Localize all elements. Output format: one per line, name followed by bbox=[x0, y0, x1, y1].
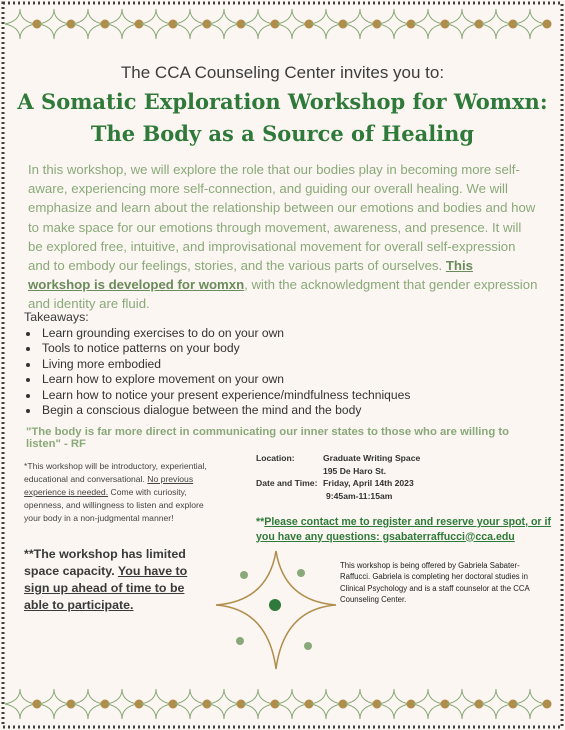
event-details bbox=[256, 452, 546, 502]
spacer bbox=[256, 465, 323, 478]
takeaway-item: • Learn how to notice your present experience/mindfulness techniques bbox=[40, 388, 410, 403]
contact-link[interactable]: Please contact me to register and reserve your spot, or if you have any questions: gsabaterraffucci@cca.edu bbox=[256, 516, 551, 543]
facilitator-bio: This workshop is being offered by Gabriela Sabater-Raffucci. Gabriela is completing her doctoral studies in Clinical Psychology and is a staff counselor at the CCA Counseling Center. bbox=[340, 561, 530, 605]
gold-dot-ornament bbox=[543, 700, 552, 709]
diamond-ornament bbox=[345, 689, 375, 719]
diamond-ornament bbox=[73, 9, 103, 39]
capacity-underlined: You have to sign up ahead of time to be able to participate. bbox=[24, 564, 188, 612]
takeaways-label: Takeaways: bbox=[24, 310, 89, 324]
datetime-row bbox=[256, 477, 546, 490]
takeaway-item: • Begin a conscious dialogue between the mind and the body bbox=[40, 403, 410, 418]
diamond-ornament bbox=[345, 9, 375, 39]
takeaway-item: • Tools to notice patterns on your body bbox=[40, 341, 410, 356]
diamond-ornament bbox=[413, 9, 443, 39]
contact-prefix: ** bbox=[256, 516, 265, 528]
diamond-ornament bbox=[379, 9, 409, 39]
diamond-ornament bbox=[141, 689, 171, 719]
description-tail: , with the acknowledgment that gender expression and identity are fluid. bbox=[28, 277, 538, 312]
decorative-bottom-border bbox=[0, 684, 565, 724]
contact-notice[interactable] bbox=[256, 515, 551, 544]
diamond-ornament bbox=[5, 9, 35, 39]
diamond-ornament bbox=[515, 9, 545, 39]
time-value: 9:45am-11:15am bbox=[326, 490, 393, 501]
star-accent-dot bbox=[304, 642, 312, 650]
description-text: In this workshop, we will explore the role that our bodies play in becoming more self-aware, experiencing more self-connection, and guiding our overall healing. We will emphasize and learn about the relationship between our emotions and bodies and how to make space for our emotions through movement, awareness, and presence. It will be explored free, intuitive, and improvisational movement for overall self-expression and to embody our feelings, stories, and the various parts of ourselves. bbox=[28, 162, 536, 274]
capacity-notice bbox=[24, 546, 194, 614]
datetime-label: Date and Time: bbox=[256, 478, 318, 489]
location-row bbox=[256, 452, 546, 465]
intro-text: The CCA Counseling Center invites you to: bbox=[120, 63, 445, 82]
title-line-1: A Somatic Exploration Workshop for Womxn: bbox=[17, 89, 548, 114]
location-value: Graduate Writing Space bbox=[323, 453, 421, 463]
diamond-ornament bbox=[447, 689, 477, 719]
gold-dot-ornament bbox=[543, 20, 552, 29]
time-row bbox=[256, 490, 546, 503]
star-accent-dot bbox=[236, 637, 244, 645]
diamond-ornament bbox=[447, 9, 477, 39]
workshop-description bbox=[28, 160, 538, 314]
diamond-ornament bbox=[481, 689, 511, 719]
star-center-dot bbox=[269, 599, 281, 611]
spacer bbox=[256, 490, 323, 503]
diamond-ornament bbox=[5, 689, 35, 719]
takeaways-list bbox=[22, 326, 410, 418]
diamond-ornament bbox=[39, 689, 69, 719]
diamond-ornament bbox=[277, 689, 307, 719]
star-accent-dot bbox=[240, 571, 248, 579]
diamond-ornament bbox=[39, 9, 69, 39]
date-value: Friday, April 14th 2023 bbox=[323, 478, 414, 489]
note-underlined: No previous experience is needed. bbox=[24, 474, 194, 497]
takeaway-item: • Learn how to explore movement on your own bbox=[40, 372, 410, 387]
diamond-ornament bbox=[311, 9, 341, 39]
diamond-ornament bbox=[277, 9, 307, 39]
note-post: Come with curiosity, openness, and willingness to listen and explore your body in a non-judgmental manner! bbox=[24, 487, 204, 523]
diamond-ornament bbox=[379, 689, 409, 719]
description-highlight: This workshop is developed for womxn bbox=[28, 258, 473, 293]
note-pre: *This workshop will be introductory, experiential, educational and conversational. bbox=[24, 461, 207, 484]
decorative-top-border bbox=[0, 4, 565, 44]
diamond-ornament bbox=[107, 689, 137, 719]
diamond-ornament bbox=[175, 689, 205, 719]
takeaway-item: • Learn grounding exercises to do on your own bbox=[40, 326, 410, 341]
location-label: Location: bbox=[256, 453, 295, 463]
address-row bbox=[256, 465, 546, 478]
diamond-ornament bbox=[73, 689, 103, 719]
takeaway-item: • Living more embodied bbox=[40, 357, 410, 372]
diamond-ornament bbox=[413, 689, 443, 719]
quote: "The body is far more direct in communicating our inner states to those who are willing to listen" - RF bbox=[26, 426, 510, 450]
sparkle-star-icon bbox=[206, 546, 346, 676]
star-accent-dot bbox=[297, 569, 305, 577]
diamond-ornament bbox=[141, 9, 171, 39]
diamond-ornament bbox=[481, 9, 511, 39]
diamond-ornament bbox=[515, 689, 545, 719]
diamond-ornament bbox=[243, 689, 273, 719]
diamond-ornament bbox=[243, 9, 273, 39]
diamond-ornament bbox=[311, 689, 341, 719]
page-title bbox=[10, 86, 555, 150]
intro-note bbox=[24, 460, 219, 525]
diamond-ornament bbox=[209, 9, 239, 39]
location-address: 195 De Haro St. bbox=[323, 465, 387, 476]
diamond-ornament bbox=[175, 9, 205, 39]
diamond-ornament bbox=[209, 689, 239, 719]
capacity-pre: **The workshop has limited space capacity. bbox=[24, 547, 186, 578]
title-line-2: The Body as a Source of Healing bbox=[90, 121, 475, 146]
diamond-ornament bbox=[107, 9, 137, 39]
